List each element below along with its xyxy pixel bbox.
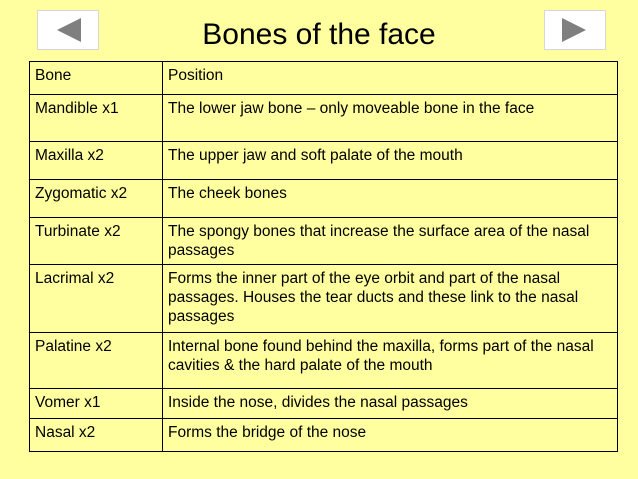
bone-position: The upper jaw and soft palate of the mouth [163, 142, 618, 180]
table-row [30, 95, 618, 142]
bone-position: The cheek bones [163, 180, 618, 218]
table-row [30, 142, 618, 180]
bone-name: Vomer x1 [30, 389, 163, 419]
bone-name: Palatine x2 [30, 333, 163, 389]
table-row [30, 218, 618, 265]
bone-name: Maxilla x2 [30, 142, 163, 180]
bone-position: Forms the bridge of the nose [163, 419, 618, 452]
table-header-row [30, 62, 618, 95]
bone-name: Nasal x2 [30, 419, 163, 452]
slide-title: Bones of the face [202, 18, 436, 51]
table-row [30, 333, 618, 389]
bone-name: Lacrimal x2 [30, 265, 163, 333]
triangle-right-icon [545, 11, 605, 49]
bone-position: The lower jaw bone – only moveable bone in the face [163, 95, 618, 142]
header-position: Position [163, 62, 618, 95]
bones-table [29, 61, 618, 452]
header-bone: Bone [30, 62, 163, 95]
table-row [30, 265, 618, 333]
next-slide-button[interactable] [544, 10, 606, 50]
bone-name: Turbinate x2 [30, 218, 163, 265]
table-row [30, 180, 618, 218]
bone-name: Mandible x1 [30, 95, 163, 142]
bone-position: Forms the inner part of the eye orbit and part of the nasal passages. Houses the tear ducts and these link to the nasal passages [163, 265, 618, 333]
bone-name: Zygomatic x2 [30, 180, 163, 218]
bone-position: The spongy bones that increase the surface area of the nasal passages [163, 218, 618, 265]
table-row [30, 419, 618, 452]
table-row [30, 389, 618, 419]
bone-position: Inside the nose, divides the nasal passages [163, 389, 618, 419]
bone-position: Internal bone found behind the maxilla, forms part of the nasal cavities & the hard palate of the mouth [163, 333, 618, 389]
